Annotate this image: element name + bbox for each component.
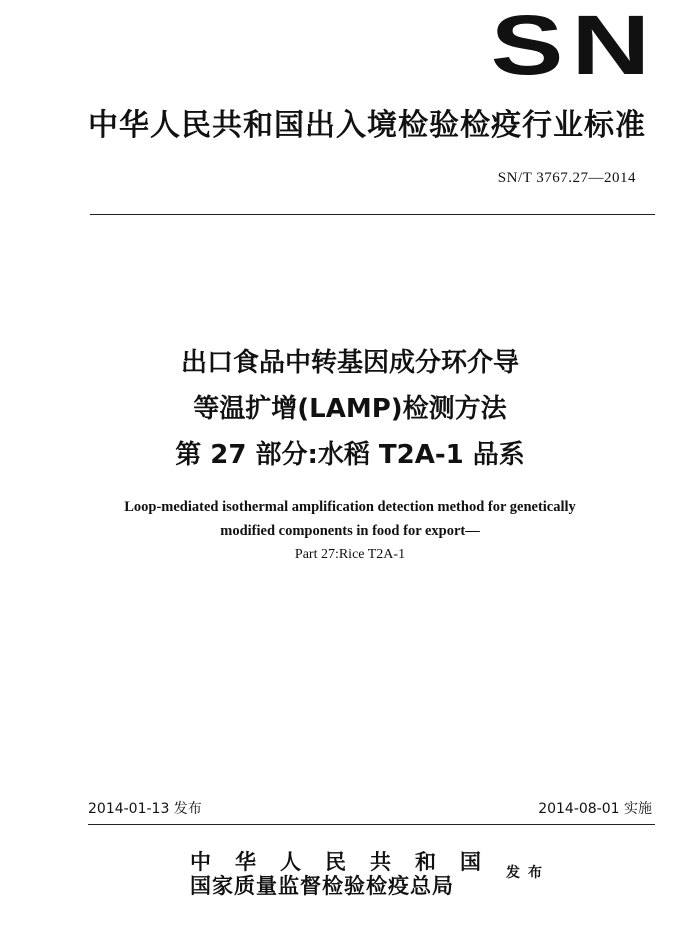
standard-code: SN/T 3767.27—2014 bbox=[497, 170, 636, 186]
english-title-line-3: Part 27:Rice T2A-1 bbox=[294, 547, 406, 562]
sn-logo: SN bbox=[490, 0, 658, 92]
issuer-line-1: 中华人民共和国 bbox=[190, 849, 505, 874]
chinese-title-line-1: 出口食品中转基因成分环介导 bbox=[180, 348, 519, 378]
issue-date: 2014-01-13 发布 bbox=[88, 801, 202, 817]
implementation-date: 2014-08-01 实施 bbox=[538, 801, 652, 817]
english-title bbox=[0, 495, 700, 567]
english-title-line-2: modified components in food for export— bbox=[220, 523, 480, 539]
english-title-line-1: Loop-mediated isothermal amplification detection method for genetically bbox=[124, 499, 576, 515]
issuer-line-2: 国家质量监督检验检疫总局 bbox=[190, 873, 454, 898]
issue-action-label: 发布 bbox=[506, 865, 550, 881]
chinese-title-line-3: 第 27 部分:水稻 T2A-1 品系 bbox=[175, 440, 525, 470]
standard-category-title: 中华人民共和国出入境检验检疫行业标准 bbox=[88, 108, 646, 143]
bottom-divider bbox=[88, 824, 655, 825]
chinese-title-line-2: 等温扩增(LAMP)检测方法 bbox=[193, 394, 507, 424]
issuing-authority bbox=[190, 850, 505, 898]
top-divider bbox=[90, 214, 655, 215]
chinese-title bbox=[0, 340, 700, 478]
